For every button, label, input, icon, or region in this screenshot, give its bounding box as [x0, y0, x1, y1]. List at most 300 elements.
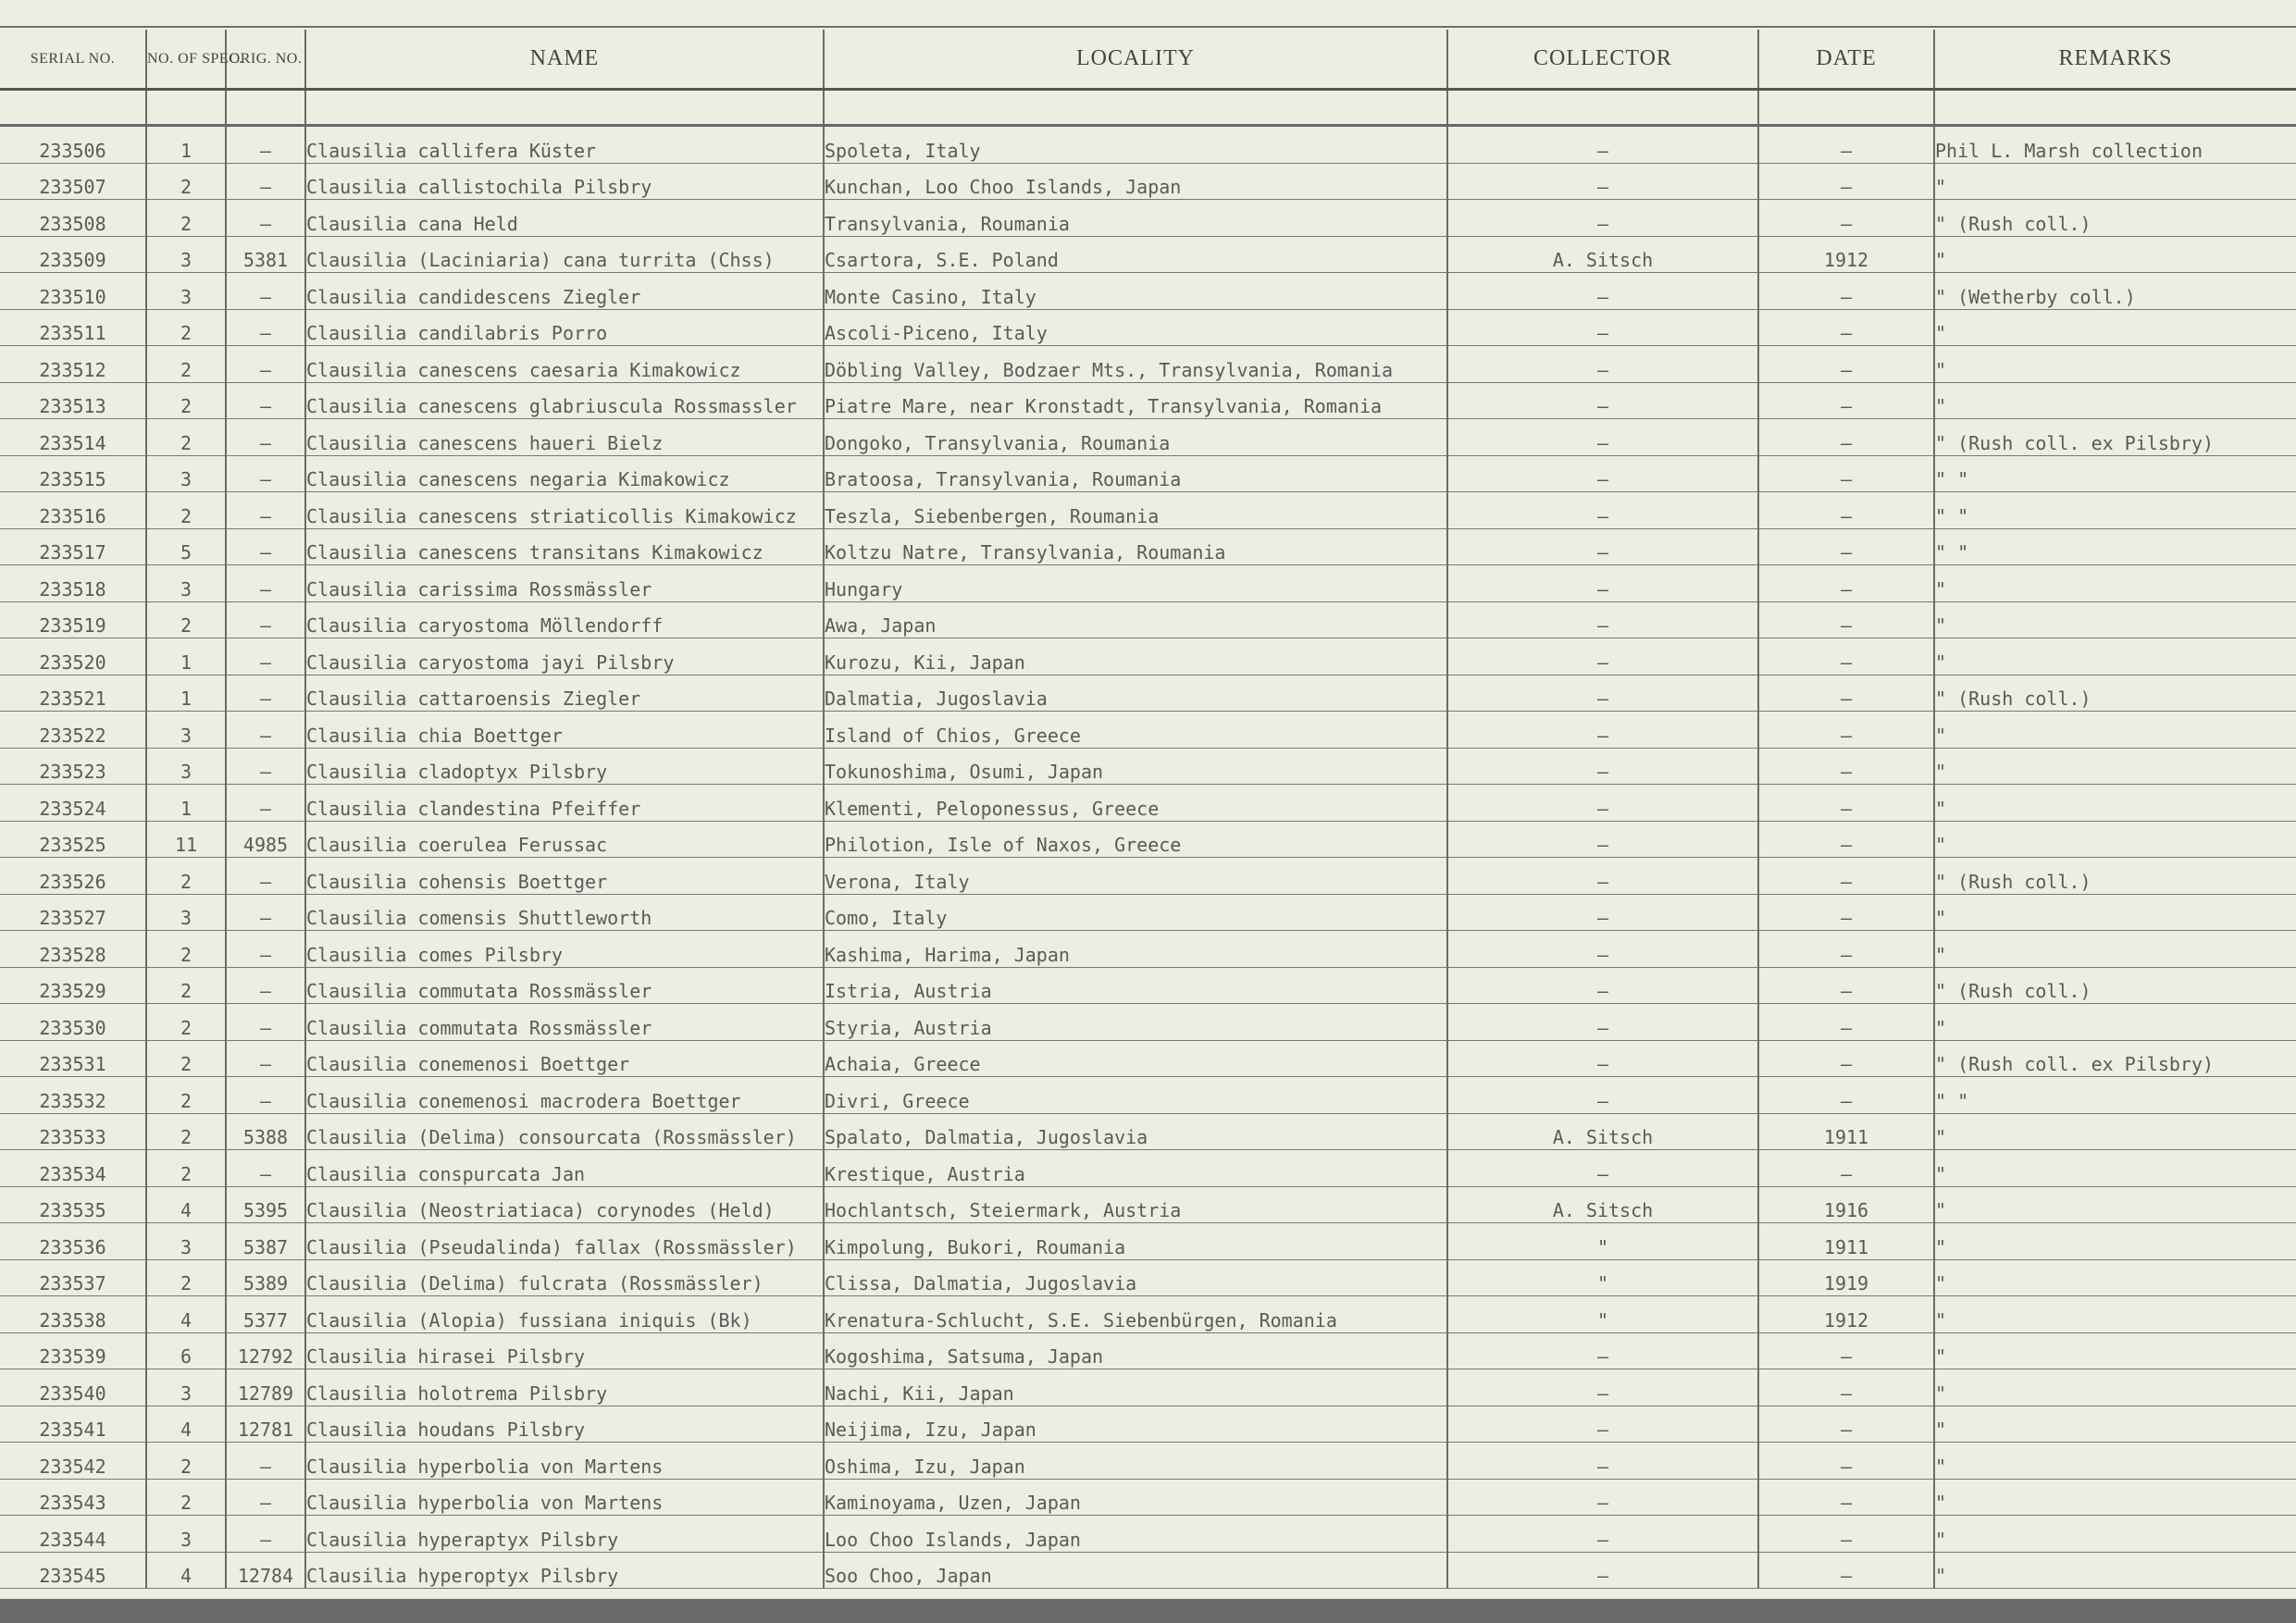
collector-cell: – [1447, 894, 1758, 931]
collector-cell: – [1447, 309, 1758, 346]
spec-count-cell: 2 [146, 967, 226, 1004]
spec-count-cell: 4 [146, 1406, 226, 1443]
spec-count-cell: 2 [146, 1004, 226, 1041]
serial-cell: 233528 [0, 931, 146, 968]
orig-number-cell: – [226, 1150, 305, 1187]
collector-cell: – [1447, 126, 1758, 164]
collector-cell: – [1447, 200, 1758, 237]
serial-cell: 233539 [0, 1332, 146, 1369]
table-row [0, 455, 2296, 492]
collector-cell: – [1447, 1552, 1758, 1589]
orig-number-cell: – [226, 419, 305, 456]
spec-count-cell: 2 [146, 309, 226, 346]
orig-number-cell: – [226, 309, 305, 346]
species-name-cell: Clausilia clandestina Pfeiffer [305, 785, 824, 822]
date-cell: 1912 [1758, 236, 1934, 273]
locality-cell: Csartora, S.E. Poland [824, 236, 1447, 273]
species-name-cell: Clausilia cattaroensis Ziegler [305, 675, 824, 712]
remarks-cell: " [1934, 1113, 2296, 1150]
locality-cell: Spalato, Dalmatia, Jugoslavia [824, 1113, 1447, 1150]
serial-cell: 233533 [0, 1113, 146, 1150]
date-cell: – [1758, 419, 1934, 456]
date-cell: – [1758, 712, 1934, 749]
serial-cell: 233513 [0, 382, 146, 419]
table-row [0, 309, 2296, 346]
locality-cell: Transylvania, Roumania [824, 200, 1447, 237]
remarks-cell: " " [1934, 1077, 2296, 1114]
locality-cell: Krestique, Austria [824, 1150, 1447, 1187]
remarks-cell: " [1934, 1516, 2296, 1553]
serial-cell: 233529 [0, 967, 146, 1004]
date-cell: 1911 [1758, 1113, 1934, 1150]
orig-number-cell: 5387 [226, 1223, 305, 1260]
remarks-cell: " (Rush coll.) [1934, 675, 2296, 712]
locality-cell: Divri, Greece [824, 1077, 1447, 1114]
spec-count-cell: 2 [146, 200, 226, 237]
remarks-cell: " [1934, 638, 2296, 675]
serial-cell: 233524 [0, 785, 146, 822]
locality-cell: Tokunoshima, Osumi, Japan [824, 748, 1447, 785]
species-name-cell: Clausilia canescens striaticollis Kimakowicz [305, 492, 824, 529]
remarks-cell: " [1934, 821, 2296, 858]
date-cell: – [1758, 1552, 1934, 1589]
serial-cell: 233511 [0, 309, 146, 346]
date-cell: – [1758, 601, 1934, 638]
remarks-cell: " [1934, 894, 2296, 931]
remarks-cell: " [1934, 1443, 2296, 1480]
remarks-cell: " " [1934, 455, 2296, 492]
header-locality: LOCALITY [824, 30, 1447, 90]
spec-count-cell: 2 [146, 419, 226, 456]
table-row [0, 858, 2296, 895]
serial-cell: 233509 [0, 236, 146, 273]
date-cell: – [1758, 1040, 1934, 1077]
header-orig: ORIG. NO. [226, 30, 305, 90]
orig-number-cell: – [226, 748, 305, 785]
locality-cell: Nachi, Kii, Japan [824, 1369, 1447, 1406]
locality-cell: Kurozu, Kii, Japan [824, 638, 1447, 675]
collector-cell: – [1447, 858, 1758, 895]
serial-cell: 233516 [0, 492, 146, 529]
date-cell: – [1758, 967, 1934, 1004]
date-cell: – [1758, 273, 1934, 310]
orig-number-cell: – [226, 382, 305, 419]
spec-count-cell: 3 [146, 236, 226, 273]
spec-count-cell: 2 [146, 1040, 226, 1077]
table-row [0, 236, 2296, 273]
date-cell: – [1758, 565, 1934, 602]
serial-cell: 233545 [0, 1552, 146, 1589]
species-name-cell: Clausilia (Neostriatiaca) corynodes (Held) [305, 1186, 824, 1223]
spec-count-cell: 2 [146, 858, 226, 895]
date-cell: – [1758, 785, 1934, 822]
orig-number-cell: – [226, 492, 305, 529]
spec-count-cell: 5 [146, 528, 226, 565]
serial-cell: 233532 [0, 1077, 146, 1114]
collector-cell: – [1447, 931, 1758, 968]
species-name-cell: Clausilia caryostoma jayi Pilsbry [305, 638, 824, 675]
serial-cell: 233515 [0, 455, 146, 492]
species-name-cell: Clausilia conemenosi Boettger [305, 1040, 824, 1077]
serial-cell: 233518 [0, 565, 146, 602]
spec-count-cell: 3 [146, 712, 226, 749]
spec-count-cell: 3 [146, 1223, 226, 1260]
locality-cell: Kashima, Harima, Japan [824, 931, 1447, 968]
species-name-cell: Clausilia (Pseudalinda) fallax (Rossmässler) [305, 1223, 824, 1260]
remarks-cell: " " [1934, 492, 2296, 529]
collector-cell: – [1447, 1332, 1758, 1369]
header-row [0, 30, 2296, 90]
collector-cell: – [1447, 1516, 1758, 1553]
orig-number-cell: – [226, 565, 305, 602]
spec-count-cell: 3 [146, 1369, 226, 1406]
species-name-cell: Clausilia commutata Rossmässler [305, 967, 824, 1004]
locality-cell: Como, Italy [824, 894, 1447, 931]
spec-count-cell: 3 [146, 894, 226, 931]
remarks-cell: " [1934, 309, 2296, 346]
collector-cell: – [1447, 1369, 1758, 1406]
locality-cell: Spoleta, Italy [824, 126, 1447, 164]
spec-count-cell: 3 [146, 1516, 226, 1553]
remarks-cell: " [1934, 1223, 2296, 1260]
table-row [0, 1296, 2296, 1333]
locality-cell: Döbling Valley, Bodzaer Mts., Transylvania, Romania [824, 346, 1447, 383]
species-name-cell: Clausilia callifera Küster [305, 126, 824, 164]
species-name-cell: Clausilia coerulea Ferussac [305, 821, 824, 858]
spec-count-cell: 2 [146, 163, 226, 200]
serial-cell: 233510 [0, 273, 146, 310]
orig-number-cell: 12781 [226, 1406, 305, 1443]
locality-cell: Klementi, Peloponessus, Greece [824, 785, 1447, 822]
species-name-cell: Clausilia holotrema Pilsbry [305, 1369, 824, 1406]
remarks-cell: " [1934, 1332, 2296, 1369]
remarks-cell: " [1934, 1186, 2296, 1223]
table-row [0, 200, 2296, 237]
serial-cell: 233540 [0, 1369, 146, 1406]
collector-cell: – [1447, 785, 1758, 822]
serial-cell: 233534 [0, 1150, 146, 1187]
remarks-cell: " [1934, 1479, 2296, 1516]
table-row [0, 748, 2296, 785]
serial-cell: 233521 [0, 675, 146, 712]
remarks-cell: " [1934, 748, 2296, 785]
collector-cell: – [1447, 565, 1758, 602]
blank-cell [824, 90, 1447, 126]
table-row [0, 894, 2296, 931]
species-name-cell: Clausilia cana Held [305, 200, 824, 237]
orig-number-cell: – [226, 675, 305, 712]
collector-cell: " [1447, 1259, 1758, 1296]
locality-cell: Kimpolung, Bukori, Roumania [824, 1223, 1447, 1260]
serial-cell: 233541 [0, 1406, 146, 1443]
species-name-cell: Clausilia canescens caesaria Kimakowicz [305, 346, 824, 383]
locality-cell: Ascoli-Piceno, Italy [824, 309, 1447, 346]
remarks-cell: " [1934, 346, 2296, 383]
date-cell: – [1758, 858, 1934, 895]
orig-number-cell: – [226, 1443, 305, 1480]
spec-count-cell: 3 [146, 748, 226, 785]
remarks-cell: " (Rush coll. ex Pilsbry) [1934, 1040, 2296, 1077]
collector-cell: – [1447, 601, 1758, 638]
date-cell: – [1758, 1479, 1934, 1516]
locality-cell: Piatre Mare, near Kronstadt, Transylvania, Romania [824, 382, 1447, 419]
orig-number-cell: – [226, 1040, 305, 1077]
locality-cell: Teszla, Siebenbergen, Roumania [824, 492, 1447, 529]
serial-cell: 233520 [0, 638, 146, 675]
blank-cell [1447, 90, 1758, 126]
orig-number-cell: 5381 [226, 236, 305, 273]
table-row [0, 821, 2296, 858]
table-row [0, 1259, 2296, 1296]
header-collector: COLLECTOR [1447, 30, 1758, 90]
specimen-table [0, 30, 2296, 1589]
species-name-cell: Clausilia caryostoma Möllendorff [305, 601, 824, 638]
serial-cell: 233517 [0, 528, 146, 565]
locality-cell: Oshima, Izu, Japan [824, 1443, 1447, 1480]
date-cell: – [1758, 492, 1934, 529]
date-cell: – [1758, 1443, 1934, 1480]
table-row [0, 1516, 2296, 1553]
table-row [0, 1552, 2296, 1589]
date-cell: – [1758, 931, 1934, 968]
locality-cell: Styria, Austria [824, 1004, 1447, 1041]
date-cell: 1912 [1758, 1296, 1934, 1333]
locality-cell: Bratoosa, Transylvania, Roumania [824, 455, 1447, 492]
orig-number-cell: – [226, 785, 305, 822]
serial-cell: 233527 [0, 894, 146, 931]
collector-cell: – [1447, 1406, 1758, 1443]
table-row [0, 638, 2296, 675]
remarks-cell: " [1934, 1369, 2296, 1406]
species-name-cell: Clausilia hyperoptyx Pilsbry [305, 1552, 824, 1589]
species-name-cell: Clausilia canescens negaria Kimakowicz [305, 455, 824, 492]
serial-cell: 233512 [0, 346, 146, 383]
table-row [0, 1040, 2296, 1077]
species-name-cell: Clausilia houdans Pilsbry [305, 1406, 824, 1443]
remarks-cell: " [1934, 565, 2296, 602]
orig-number-cell: 4985 [226, 821, 305, 858]
species-name-cell: Clausilia cladoptyx Pilsbry [305, 748, 824, 785]
blank-cell [305, 90, 824, 126]
serial-cell: 233538 [0, 1296, 146, 1333]
serial-cell: 233531 [0, 1040, 146, 1077]
species-name-cell: Clausilia commutata Rossmässler [305, 1004, 824, 1041]
table-row [0, 1443, 2296, 1480]
locality-cell: Monte Casino, Italy [824, 273, 1447, 310]
serial-cell: 233542 [0, 1443, 146, 1480]
spec-count-cell: 2 [146, 601, 226, 638]
remarks-cell: " [1934, 712, 2296, 749]
table-row [0, 1406, 2296, 1443]
table-row [0, 1186, 2296, 1223]
collector-cell: – [1447, 748, 1758, 785]
date-cell: 1911 [1758, 1223, 1934, 1260]
collector-cell: – [1447, 528, 1758, 565]
orig-number-cell: – [226, 712, 305, 749]
species-name-cell: Clausilia hyperbolia von Martens [305, 1479, 824, 1516]
header-remarks: REMARKS [1934, 30, 2296, 90]
blank-cell [0, 90, 146, 126]
table-row [0, 273, 2296, 310]
locality-cell: Loo Choo Islands, Japan [824, 1516, 1447, 1553]
date-cell: – [1758, 382, 1934, 419]
date-cell: – [1758, 1406, 1934, 1443]
collector-cell: – [1447, 382, 1758, 419]
remarks-cell: " (Rush coll. ex Pilsbry) [1934, 419, 2296, 456]
date-cell: – [1758, 675, 1934, 712]
collector-cell: – [1447, 1077, 1758, 1114]
serial-cell: 233535 [0, 1186, 146, 1223]
remarks-cell: " [1934, 1296, 2296, 1333]
remarks-cell: " (Rush coll.) [1934, 200, 2296, 237]
blank-row [0, 90, 2296, 126]
orig-number-cell: – [226, 894, 305, 931]
blank-cell [1934, 90, 2296, 126]
date-cell: – [1758, 126, 1934, 164]
date-cell: – [1758, 638, 1934, 675]
table-row [0, 346, 2296, 383]
species-name-cell: Clausilia (Delima) consourcata (Rossmässler) [305, 1113, 824, 1150]
table-row [0, 1150, 2296, 1187]
orig-number-cell: 12789 [226, 1369, 305, 1406]
table-row [0, 565, 2296, 602]
remarks-cell: " [1934, 1552, 2296, 1589]
date-cell: – [1758, 1150, 1934, 1187]
remarks-cell: " [1934, 931, 2296, 968]
locality-cell: Dongoko, Transylvania, Roumania [824, 419, 1447, 456]
locality-cell: Awa, Japan [824, 601, 1447, 638]
locality-cell: Kaminoyama, Uzen, Japan [824, 1479, 1447, 1516]
locality-cell: Kunchan, Loo Choo Islands, Japan [824, 163, 1447, 200]
spec-count-cell: 4 [146, 1186, 226, 1223]
remarks-cell: " [1934, 1004, 2296, 1041]
collector-cell: – [1447, 419, 1758, 456]
species-name-cell: Clausilia conemenosi macrodera Boettger [305, 1077, 824, 1114]
spec-count-cell: 2 [146, 492, 226, 529]
orig-number-cell: – [226, 601, 305, 638]
orig-number-cell: – [226, 858, 305, 895]
species-name-cell: Clausilia hirasei Pilsbry [305, 1332, 824, 1369]
table-row [0, 1332, 2296, 1369]
collector-cell: A. Sitsch [1447, 1186, 1758, 1223]
collector-cell: – [1447, 712, 1758, 749]
date-cell: – [1758, 346, 1934, 383]
collector-cell: – [1447, 821, 1758, 858]
spec-count-cell: 3 [146, 455, 226, 492]
orig-number-cell: – [226, 931, 305, 968]
remarks-cell: " [1934, 1406, 2296, 1443]
remarks-cell: " [1934, 1150, 2296, 1187]
table-row [0, 1113, 2296, 1150]
remarks-cell: " [1934, 1259, 2296, 1296]
orig-number-cell: 12792 [226, 1332, 305, 1369]
orig-number-cell: – [226, 528, 305, 565]
date-cell: – [1758, 821, 1934, 858]
spec-count-cell: 3 [146, 565, 226, 602]
date-cell: – [1758, 1369, 1934, 1406]
date-cell: – [1758, 748, 1934, 785]
collector-cell: – [1447, 638, 1758, 675]
date-cell: – [1758, 163, 1934, 200]
table-row [0, 1479, 2296, 1516]
date-cell: – [1758, 455, 1934, 492]
collector-cell: – [1447, 273, 1758, 310]
orig-number-cell: – [226, 1516, 305, 1553]
date-cell: – [1758, 309, 1934, 346]
table-row [0, 675, 2296, 712]
spec-count-cell: 6 [146, 1332, 226, 1369]
table-row [0, 1004, 2296, 1041]
species-name-cell: Clausilia comes Pilsbry [305, 931, 824, 968]
orig-number-cell: 5395 [226, 1186, 305, 1223]
serial-cell: 233514 [0, 419, 146, 456]
serial-cell: 233525 [0, 821, 146, 858]
spec-count-cell: 2 [146, 1259, 226, 1296]
serial-cell: 233544 [0, 1516, 146, 1553]
table-row [0, 1369, 2296, 1406]
top-rule [0, 26, 2296, 28]
collector-cell: " [1447, 1296, 1758, 1333]
header-serial: SERIAL NO. [0, 30, 146, 90]
header-date: DATE [1758, 30, 1934, 90]
collector-cell: – [1447, 967, 1758, 1004]
date-cell: 1919 [1758, 1259, 1934, 1296]
remarks-cell: " (Rush coll.) [1934, 967, 2296, 1004]
date-cell: – [1758, 1077, 1934, 1114]
remarks-cell: " [1934, 601, 2296, 638]
remarks-cell: " " [1934, 528, 2296, 565]
locality-cell: Verona, Italy [824, 858, 1447, 895]
spec-count-cell: 2 [146, 1113, 226, 1150]
orig-number-cell: – [226, 455, 305, 492]
table-row [0, 967, 2296, 1004]
serial-cell: 233523 [0, 748, 146, 785]
spec-count-cell: 2 [146, 1150, 226, 1187]
collector-cell: " [1447, 1223, 1758, 1260]
remarks-cell: " (Wetherby coll.) [1934, 273, 2296, 310]
header-spec: NO. OF SPEC. [146, 30, 226, 90]
serial-cell: 233522 [0, 712, 146, 749]
spec-count-cell: 4 [146, 1296, 226, 1333]
locality-cell: Kogoshima, Satsuma, Japan [824, 1332, 1447, 1369]
locality-cell: Koltzu Natre, Transylvania, Roumania [824, 528, 1447, 565]
locality-cell: Philotion, Isle of Naxos, Greece [824, 821, 1447, 858]
spec-count-cell: 3 [146, 273, 226, 310]
serial-cell: 233537 [0, 1259, 146, 1296]
orig-number-cell: 12784 [226, 1552, 305, 1589]
species-name-cell: Clausilia cohensis Boettger [305, 858, 824, 895]
locality-cell: Hungary [824, 565, 1447, 602]
table-row [0, 601, 2296, 638]
collector-cell: – [1447, 163, 1758, 200]
remarks-cell: " [1934, 236, 2296, 273]
species-name-cell: Clausilia candilabris Porro [305, 309, 824, 346]
species-name-cell: Clausilia canescens haueri Bielz [305, 419, 824, 456]
bottom-edge [0, 1599, 2296, 1623]
serial-cell: 233507 [0, 163, 146, 200]
table-row [0, 712, 2296, 749]
remarks-cell: Phil L. Marsh collection [1934, 126, 2296, 164]
date-cell: – [1758, 894, 1934, 931]
remarks-cell: " [1934, 382, 2296, 419]
spec-count-cell: 2 [146, 931, 226, 968]
blank-cell [1758, 90, 1934, 126]
collector-cell: A. Sitsch [1447, 236, 1758, 273]
species-name-cell: Clausilia candidescens Ziegler [305, 273, 824, 310]
orig-number-cell: – [226, 1004, 305, 1041]
spec-count-cell: 11 [146, 821, 226, 858]
spec-count-cell: 2 [146, 1443, 226, 1480]
